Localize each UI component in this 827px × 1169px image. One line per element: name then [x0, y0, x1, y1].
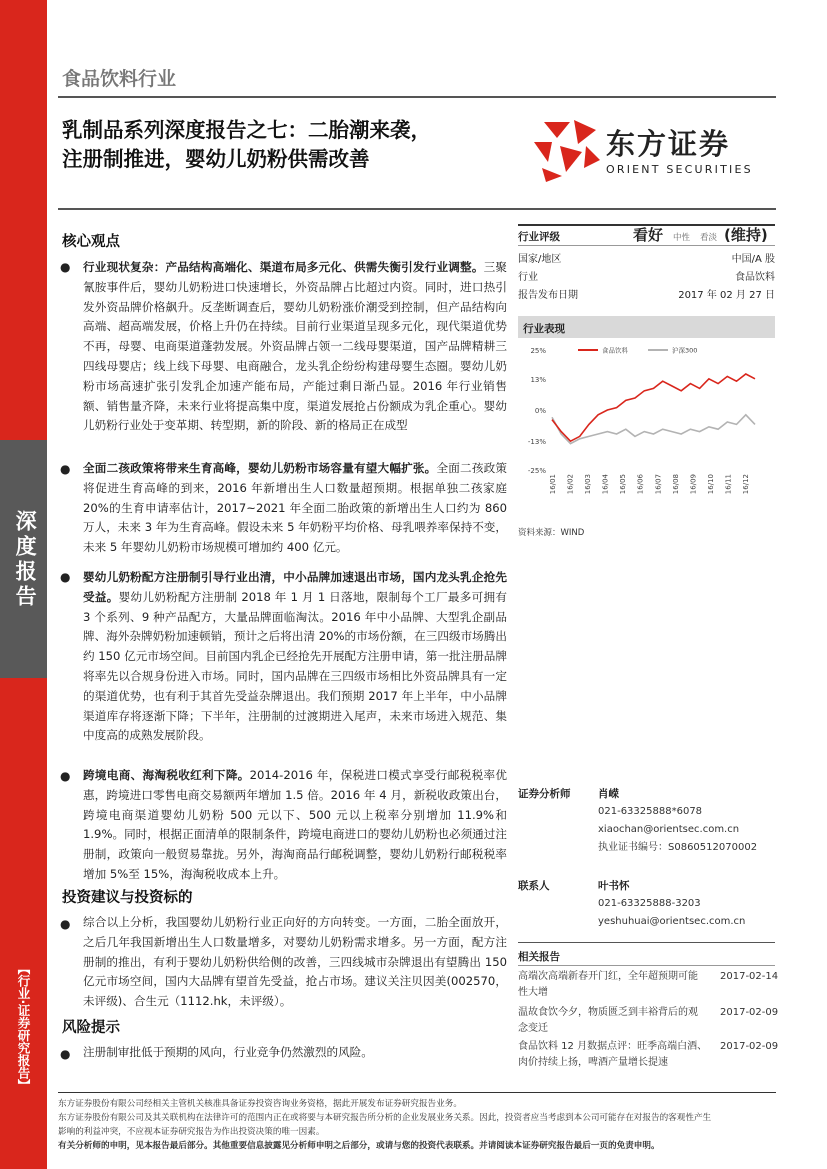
- footer-line-2: 东方证券股份有限公司及其关联机构在法律许可的范围内正在或将要与本研究报告所分析的企业发展业务关系。因此，投资者应当考虑到本公司可能存在对报告的客观性产生: [58, 1113, 712, 1123]
- analyst-certificate: 执业证书编号：S0860512070002: [598, 842, 758, 853]
- related-top-rule: [518, 942, 775, 943]
- report-title-line2: 注册制推进，婴幼儿奶粉供需改善: [62, 147, 370, 171]
- rating-option-neutral: 中性: [673, 233, 691, 243]
- orient-logo-icon: [530, 116, 602, 184]
- rating-row-value: 中国/A 股: [731, 254, 775, 265]
- rating-row-value: 食品饮料: [735, 272, 775, 283]
- related-report-date: 2017-02-09: [720, 1007, 779, 1018]
- x-tick-label: 16/08: [671, 474, 680, 495]
- contact-email[interactable]: yeshuhuai@orientsec.com.cn: [598, 916, 746, 927]
- related-report-title: 温故食饮今夕，物质匮乏到丰裕背后的观: [518, 1007, 698, 1018]
- bullet-icon: ●: [60, 1047, 71, 1061]
- x-tick-label: 16/12: [742, 474, 750, 495]
- x-tick-label: 16/07: [654, 474, 663, 495]
- x-tick-label: 16/10: [706, 474, 715, 495]
- report-title-line1: 乳制品系列深度报告之七：二胎潮来袭，: [62, 118, 431, 142]
- rating-row-key: 国家/地区: [518, 254, 562, 265]
- x-tick-label: 16/01: [549, 474, 557, 495]
- y-tick-label: 25%: [530, 347, 546, 355]
- footer-line-1: 东方证券股份有限公司经相关主管机关核准具备证券投资咨询业务资格，据此开展发布证券研究报告业务。: [58, 1099, 462, 1109]
- core-point-1: [83, 258, 507, 436]
- core-point-3: [83, 568, 507, 746]
- x-tick-label: 16/04: [601, 474, 610, 495]
- y-tick-label: 0%: [534, 407, 546, 415]
- footer-rule: [58, 1092, 776, 1093]
- report-title: [62, 116, 512, 174]
- bullet-icon: ●: [60, 769, 71, 783]
- related-heading: 相关报告: [518, 951, 560, 963]
- invest-text: 综合以上分析，我国婴幼儿奶粉行业正向好的方向转变。一方面，二胎全面放开，之后几年我国新增出生人口数量增多，对婴幼儿奶粉需求增多。另一方面，配方注册制的推出，有利于婴幼儿奶粉供给侧的改善，三四线城市杂牌退出有望腾出 150 亿元市场空间，国内大品牌有望首先受益，抢占市场。建议关注贝因美(002570，未评级)、合生元（1112.hk，未评级）。: [83, 915, 507, 1009]
- related-report-item[interactable]: [518, 1039, 718, 1071]
- analyst-email[interactable]: xiaochan@orientsec.com.cn: [598, 824, 740, 835]
- related-report-date: 2017-02-14: [720, 971, 779, 982]
- footer-disclaimer: [58, 1097, 773, 1153]
- related-report-title-cont: 肉价持续上扬，啤酒产量增长提速: [518, 1057, 668, 1068]
- related-heading-rule: [518, 965, 775, 966]
- core-point-3-text: 婴幼儿奶粉配方注册制 2018 年 1 月 1 日落地，限制每个工厂最多可拥有 3 个系列、9 种产品配方，大量品牌面临淘汰。2016 年中小品牌、大型乳企副品牌、海外杂牌奶粉加速顿销，预计之后将出清 20%的市场份额，在三四级市场腾出约 150 亿元市场空间。目前国内乳企已经抢先开展配方注册申请，第一批注册品牌将率先以合规身份进入市场。同时，国内品牌在三四级市场相比外资品牌具有一定的渠道优势，也有利于其首先受益杂牌退出。我们预期 2017 年上半年，中小品牌渠道库存将逐渐下降；下半年，注册制的过渡期进入尾声，未来市场进入规范、集中度高的成熟发展阶段。: [83, 589, 507, 743]
- rating-label: 行业评级: [518, 231, 560, 243]
- series-line-industry: [552, 374, 755, 441]
- core-point-4-text: 2014-2016 年，保税进口模式享受行邮税税率优惠，跨境进口零售电商交易额两年增加 1.5 倍。2016 年 4 月，新税收政策出台，跨境电商渠道婴幼儿奶粉 500 元以下、500 元以上税率分别增加 11.9%和 1.9%。同时，根据正面清单的限制条件，跨境电商进口的婴幼儿奶粉也必须通过注册制，政策向一般贸易靠拢。另外，海淘商品行邮税调整，婴幼儿奶粉行邮税税率增加 5%至 15%，海淘税收成本上升。: [83, 768, 507, 881]
- x-tick-label: 16/03: [584, 474, 593, 495]
- bullet-icon: ●: [60, 260, 71, 274]
- rating-row-rule: [518, 245, 775, 246]
- y-tick-label: -13%: [527, 438, 546, 447]
- analyst-label: 证券分析师: [518, 788, 571, 800]
- rating-value: 看好: [633, 226, 664, 244]
- series-line-index: [552, 415, 755, 444]
- logo-english-name: ORIENT SECURITIES: [606, 163, 753, 176]
- risk-heading: 风险提示: [62, 1020, 120, 1036]
- industry-name: 食品饮料行业: [62, 68, 177, 90]
- core-point-2: [83, 459, 507, 558]
- rating-row-key: 行业: [518, 272, 538, 283]
- core-point-4: [83, 766, 507, 885]
- bullet-icon: ●: [60, 917, 71, 931]
- rating-row-value: 2017 年 02 月 27 日: [678, 290, 775, 301]
- related-report-title: 食品饮料 12 月数据点评：旺季高端白酒、: [518, 1041, 708, 1052]
- contact-phone: 021-63325888-3203: [598, 898, 701, 909]
- footer-line-4: 有关分析师的申明，见本报告最后部分。其他重要信息披露见分析师申明之后部分，或请与您的投资代表联系。并请阅读本证券研究报告最后一页的免责申明。: [58, 1141, 660, 1151]
- report-category-label: 【行业·证券研究报告】: [16, 962, 31, 1092]
- risk-text: 注册制审批低于预期的风向，行业竞争仍然激烈的风险。: [83, 1045, 373, 1059]
- contact-name: 叶书怀: [598, 880, 630, 892]
- x-tick-label: 16/11: [724, 474, 733, 495]
- related-report-item[interactable]: [518, 1005, 718, 1037]
- analyst-phone: 021-63325888*6078: [598, 806, 703, 817]
- core-point-2-text: 全面二孩政策将促进生育高峰的到来，2016 年新增出生人口数量超预期。根据单独二孩家庭 20%的生育申请率估计，2017~2021 年全面二胎政策的新增出生人口约为 860 万人，未来 3 年为生育高峰。假设未来 5 年奶粉平均价格、母乳喂养率保持不变，未来 5 年婴幼儿奶粉市场规模可增加约 400 亿元。: [83, 461, 507, 555]
- related-report-title-cont: 念变迁: [518, 1023, 548, 1034]
- title-divider: [58, 208, 776, 210]
- header-divider: [58, 96, 776, 98]
- y-tick-label: -25%: [527, 467, 546, 475]
- related-report-date: 2017-02-09: [720, 1041, 779, 1052]
- invest-heading: 投资建议与投资标的: [62, 890, 193, 906]
- bullet-icon: ●: [60, 570, 71, 584]
- related-report-title: 高端次高端新春开门红，全年超预期可能: [518, 971, 698, 982]
- x-tick-label: 16/02: [566, 474, 575, 495]
- legend-label: 食品饮料: [602, 346, 628, 355]
- rating-maintain: (维持): [724, 226, 768, 244]
- related-report-title-cont: 性大增: [518, 987, 548, 998]
- contact-label: 联系人: [518, 880, 550, 892]
- rating-row-key: 报告发布日期: [518, 290, 578, 301]
- x-tick-label: 16/05: [619, 474, 628, 495]
- x-tick-label: 16/06: [636, 474, 645, 495]
- core-point-4-lead: 跨境电商、海淘税收红利下降。: [83, 768, 250, 782]
- related-report-item[interactable]: [518, 969, 718, 1001]
- report-type-label: 深度报告: [13, 510, 38, 610]
- footer-line-3: 影响的利益冲突，不应视本证券研究报告为作出投资决策的唯一因素。: [58, 1127, 325, 1137]
- core-heading: 核心观点: [62, 234, 120, 250]
- core-point-3-lead: 婴幼儿奶粉配方注册制引导行业出清，中小品牌加速退出市场，国内龙头乳企抢先受益。: [83, 570, 507, 604]
- y-tick-label: 13%: [530, 375, 546, 384]
- chart-title: 行业表现: [523, 323, 565, 335]
- x-tick-label: 16/09: [689, 474, 698, 495]
- bullet-icon: ●: [60, 462, 71, 476]
- logo-chinese-name: 东方证券: [606, 127, 731, 161]
- performance-chart: [518, 340, 775, 520]
- chart-source: 资料来源：WIND: [518, 528, 585, 538]
- legend-label: 沪深300: [672, 346, 698, 355]
- core-point-1-text: 三聚氰胺事件后，婴幼儿奶粉进口快速增长，外资品牌占比超过内资。同时，进口热引发外资品牌价格飙升。反垄断调查后，婴幼儿奶粉涨价潮受到控制，但产品结构向高端、超高端发展，价格上升仍在持续。目前行业渠道呈现多元化，现代渠道优势不再，母婴、电商渠道蓬勃发展。外资品牌占领一二线母婴渠道，国产品牌精耕三四线母婴店；线上线下母婴、电商融合，龙头乳企纷纷构建母婴生态圈。婴幼儿奶粉市场高速扩张引发乳企加速产能布局，产能过剩日渐凸显。2016 年行业销售额、销售量齐降，未来行业将提高集中度，渠道发展抢占份额成为乳企重心。婴幼儿奶粉行业处于变革期、转型期，新的阶段、新的格局正在成型: [83, 260, 507, 433]
- rating-option-negative: 看淡: [700, 233, 718, 243]
- core-point-2-lead: 全面二孩政策将带来生育高峰，婴幼儿奶粉市场容量有望大幅扩张。: [83, 461, 437, 475]
- core-point-1-lead: 行业现状复杂：产品结构高端化、渠道布局多元化、供需失衡引发行业调整。: [83, 260, 484, 274]
- analyst-name: 肖嵘: [598, 788, 619, 800]
